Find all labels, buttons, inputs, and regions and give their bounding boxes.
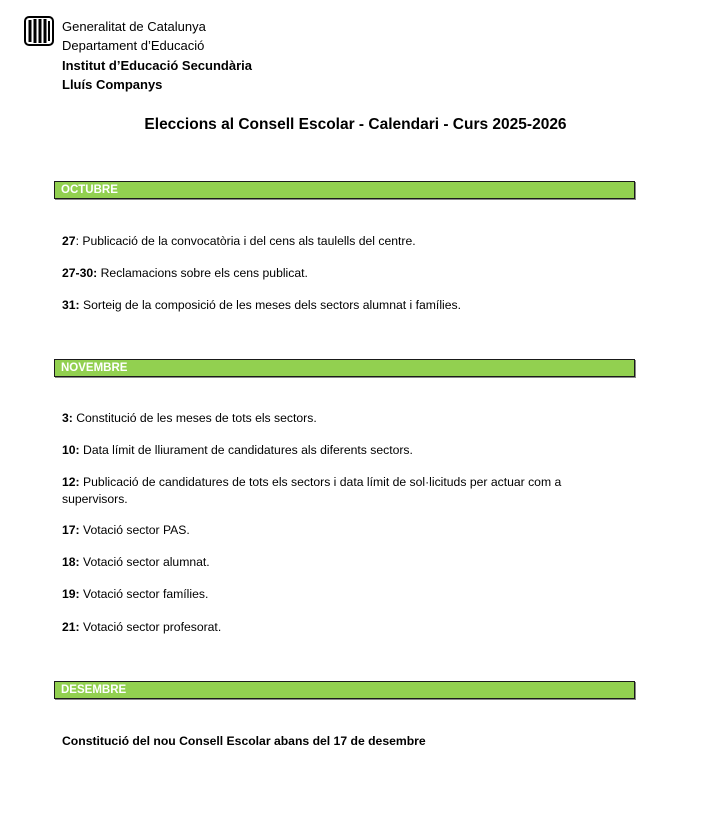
list-item: 19: Votació sector famílies. — [62, 587, 209, 601]
list-item: 27-30: Reclamacions sobre els cens publicat. — [62, 266, 308, 280]
list-item: 10: Data límit de lliurament de candidatures als diferents sectors. — [62, 443, 413, 457]
section-header-desembre — [54, 681, 635, 699]
section-header-octubre — [54, 181, 635, 199]
section-label: NOVEMBRE — [61, 362, 128, 374]
page-title: Eleccions al Consell Escolar - Calendari - Curs 2025-2026 — [144, 116, 567, 133]
section-header-novembre — [54, 359, 635, 377]
header-school-name: Lluís Companys — [62, 77, 163, 92]
list-item: 21: Votació sector profesorat. — [62, 620, 222, 634]
list-item: 18: Votació sector alumnat. — [62, 555, 210, 569]
list-item: 12: Publicació de candidatures de tots els sectors i data límit de sol·licituds per actuar com a supervisors. — [62, 475, 562, 506]
generalitat-logo-icon — [24, 16, 54, 46]
list-item: 31: Sorteig de la composició de les meses dels sectors alumnat i famílies. — [62, 298, 461, 312]
final-note: Constitució del nou Consell Escolar abans del 17 de desembre — [62, 734, 426, 748]
list-item: 3: Constitució de les meses de tots els sectors. — [62, 411, 317, 425]
header-department: Departament d’Educació — [62, 38, 205, 53]
section-label: DESEMBRE — [61, 684, 127, 696]
list-item: 17: Votació sector PAS. — [62, 523, 190, 537]
header-institute: Institut d’Educació Secundària — [62, 58, 252, 73]
header-generalitat: Generalitat de Catalunya — [62, 19, 206, 34]
section-label: OCTUBRE — [61, 184, 118, 196]
list-item: 27: Publicació de la convocatòria i del cens als taulells del centre. — [62, 234, 416, 248]
